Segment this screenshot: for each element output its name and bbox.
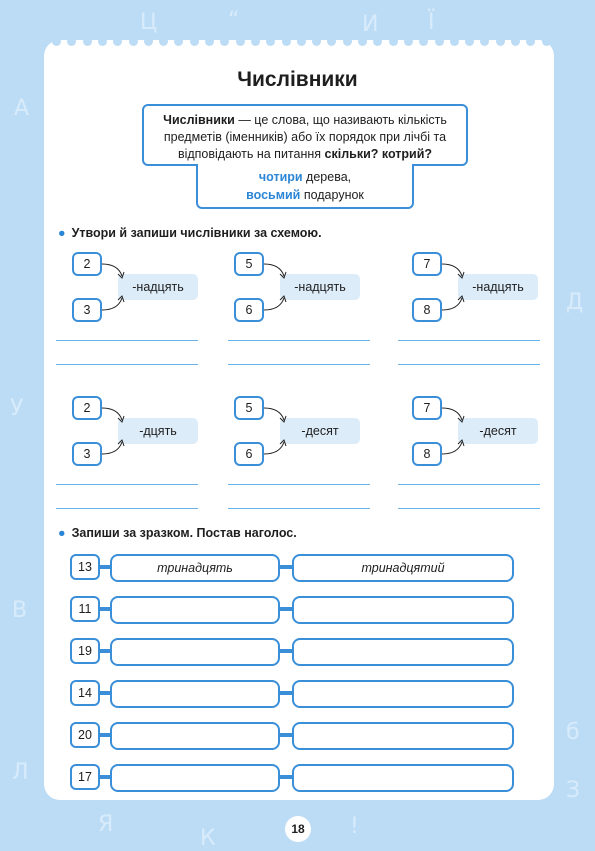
rule-question: скільки? котрий? — [324, 147, 433, 161]
scheme-arrows-icon — [262, 396, 312, 466]
scheme-number-top: 2 — [72, 252, 102, 276]
bullet-icon: ● — [58, 226, 66, 240]
scheme-number-top: 7 — [412, 252, 442, 276]
scheme-suffix: -надцять — [118, 274, 198, 300]
ring-hole — [220, 37, 229, 46]
page-title: Числівники — [237, 68, 358, 91]
scheme-number-top: 2 — [72, 396, 102, 420]
ring-hole — [52, 37, 61, 46]
scheme-suffix: -надцять — [458, 274, 538, 300]
ring-hole — [205, 37, 214, 46]
ring-hole — [144, 37, 153, 46]
ring-hole — [236, 37, 245, 46]
ring-hole — [542, 37, 551, 46]
ordinal-answer-field[interactable]: тринадцятий — [292, 554, 514, 582]
rule-term: Числівники — [163, 113, 235, 127]
bg-letter: Я — [98, 812, 114, 837]
ring-hole — [480, 37, 489, 46]
example-word-2: восьмий — [246, 188, 301, 202]
writing-line[interactable] — [56, 340, 198, 341]
task2-text: Запиши за зразком. Постав наголос. — [71, 526, 297, 540]
ordinal-answer-field[interactable] — [292, 722, 514, 750]
page-number: 18 — [285, 816, 311, 842]
scheme-arrows-icon — [100, 252, 150, 322]
ring-hole — [83, 37, 92, 46]
example-rest-1: дерева, — [302, 170, 352, 184]
ring-hole — [67, 37, 76, 46]
ring-hole — [419, 37, 428, 46]
example-box — [196, 164, 414, 209]
scheme-number-bottom: 3 — [72, 442, 102, 466]
bg-letter: ! — [350, 814, 359, 839]
bg-letter: “ — [228, 8, 240, 33]
cardinal-answer-field[interactable] — [110, 596, 280, 624]
scheme-number-bottom: 8 — [412, 442, 442, 466]
bg-letter: В — [12, 598, 28, 623]
ring-hole — [190, 37, 199, 46]
scheme-number-top: 5 — [234, 396, 264, 420]
example-word-1: чотири — [258, 170, 303, 184]
ordinal-answer-field[interactable] — [292, 680, 514, 708]
bg-letter: Ц — [140, 10, 158, 35]
row-number: 11 — [70, 596, 100, 622]
ring-hole — [358, 37, 367, 46]
scheme-number-bottom: 8 — [412, 298, 442, 322]
row-number: 14 — [70, 680, 100, 706]
writing-line[interactable] — [398, 364, 540, 365]
rule-text: — це слова, що називають кількість предметів (іменників) або їх порядок при лічбі та відповідають на питання — [163, 113, 447, 161]
scheme-number-bottom: 6 — [234, 442, 264, 466]
bg-letter: З — [566, 778, 581, 803]
ring-hole — [159, 37, 168, 46]
scheme-number-bottom: 6 — [234, 298, 264, 322]
ring-hole — [174, 37, 183, 46]
bg-letter: И — [362, 12, 379, 37]
cardinal-answer-field[interactable] — [110, 638, 280, 666]
writing-line[interactable] — [228, 484, 370, 485]
row-number: 20 — [70, 722, 100, 748]
writing-line[interactable] — [228, 508, 370, 509]
writing-line[interactable] — [228, 340, 370, 341]
ring-hole — [389, 37, 398, 46]
bg-letter: А — [14, 96, 30, 121]
writing-line[interactable] — [398, 484, 540, 485]
scheme-number-top: 5 — [234, 252, 264, 276]
task1-text: Утвори й запиши числівники за схемою. — [71, 226, 322, 240]
ring-hole — [297, 37, 306, 46]
bg-letter: К — [200, 826, 216, 851]
writing-line[interactable] — [228, 364, 370, 365]
ring-hole — [465, 37, 474, 46]
cardinal-answer-field[interactable]: тринадцять — [110, 554, 280, 582]
bg-letter: Л — [12, 760, 29, 785]
ring-hole — [511, 37, 520, 46]
scheme-suffix: -надцять — [280, 274, 360, 300]
scheme-number-bottom: 3 — [72, 298, 102, 322]
spiral-rings — [44, 37, 554, 47]
rule-definition-box — [142, 104, 468, 166]
bg-letter: б — [566, 720, 580, 745]
row-number: 17 — [70, 764, 100, 790]
scheme-suffix: -дцять — [118, 418, 198, 444]
ring-hole — [450, 37, 459, 46]
ring-hole — [98, 37, 107, 46]
writing-line[interactable] — [398, 508, 540, 509]
ring-hole — [327, 37, 336, 46]
writing-line[interactable] — [56, 484, 198, 485]
scheme-number-top: 7 — [412, 396, 442, 420]
ring-hole — [526, 37, 535, 46]
bullet-icon: ● — [58, 526, 66, 540]
bg-letter: Ї — [428, 10, 435, 35]
scheme-suffix: -десят — [280, 418, 360, 444]
row-number: 13 — [70, 554, 100, 580]
ring-hole — [129, 37, 138, 46]
bg-letter: Д — [566, 290, 584, 315]
ring-hole — [404, 37, 413, 46]
cardinal-answer-field[interactable] — [110, 722, 280, 750]
ordinal-answer-field[interactable] — [292, 596, 514, 624]
scheme-arrows-icon — [100, 396, 150, 466]
cardinal-answer-field[interactable] — [110, 680, 280, 708]
writing-line[interactable] — [398, 340, 540, 341]
scheme-suffix: -десят — [458, 418, 538, 444]
scheme-arrows-icon — [440, 396, 490, 466]
ring-hole — [113, 37, 122, 46]
row-number: 19 — [70, 638, 100, 664]
ring-hole — [251, 37, 260, 46]
ordinal-answer-field[interactable] — [292, 638, 514, 666]
scheme-arrows-icon — [262, 252, 312, 322]
ring-hole — [312, 37, 321, 46]
writing-line[interactable] — [56, 508, 198, 509]
task2-instruction — [58, 526, 297, 540]
ordinal-answer-field[interactable] — [292, 764, 514, 792]
example-rest-2: подарунок — [300, 188, 364, 202]
scheme-arrows-icon — [440, 252, 490, 322]
ring-hole — [496, 37, 505, 46]
cardinal-answer-field[interactable] — [110, 764, 280, 792]
ring-hole — [266, 37, 275, 46]
task1-instruction — [58, 226, 322, 240]
writing-line[interactable] — [56, 364, 198, 365]
bg-letter: У — [10, 396, 24, 421]
ring-hole — [343, 37, 352, 46]
ring-hole — [373, 37, 382, 46]
ring-hole — [435, 37, 444, 46]
ring-hole — [282, 37, 291, 46]
